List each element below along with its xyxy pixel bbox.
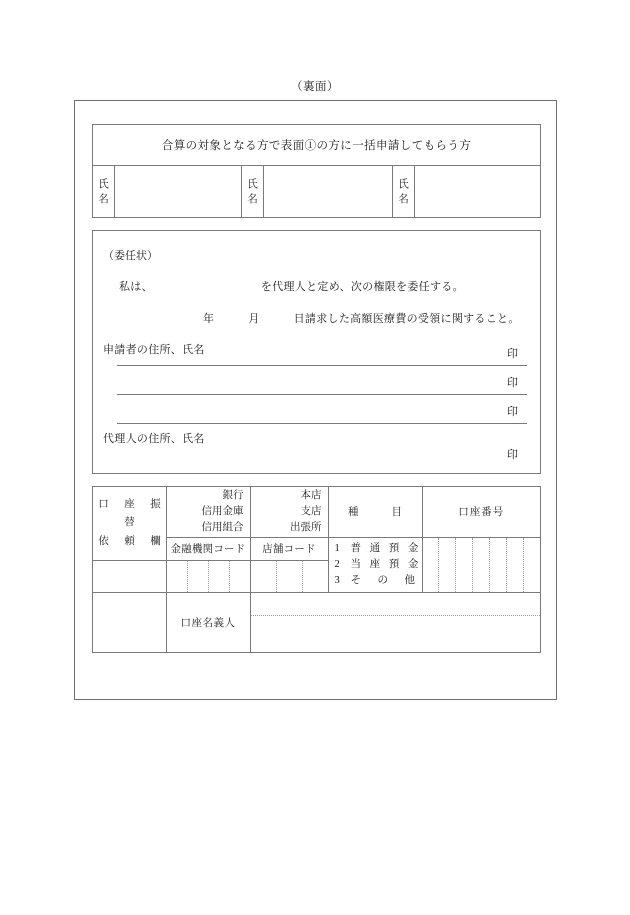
institution-code-box[interactable]: [209, 561, 230, 592]
name-field-1[interactable]: [115, 166, 242, 218]
account-number-box[interactable]: [439, 538, 456, 592]
account-holder-rule: [251, 615, 541, 616]
account-kind-option-3-label: そ の 他: [350, 574, 418, 586]
branch-code-box[interactable]: [277, 561, 303, 592]
account-kind-option-2-number: 2: [334, 559, 340, 571]
applicant-signature-line-1[interactable]: [117, 365, 527, 366]
branch-code-field[interactable]: [250, 560, 328, 592]
account-kind-option-1-label: 普 通 預 金: [350, 543, 422, 555]
institution-code-box[interactable]: [230, 561, 250, 592]
bank-transfer-table: [93, 487, 540, 652]
account-holder-label-cell: 口座名義人: [166, 593, 250, 652]
account-number-header: 口座番号: [422, 487, 540, 537]
account-kind-option-1[interactable]: [335, 541, 422, 557]
applicant-seal-mark-3: 印: [507, 406, 518, 418]
bank-table-row-holder: [93, 593, 540, 652]
bank-side-label-line-1: 口 座 振 替: [98, 498, 177, 529]
bank-side-label-cell: [93, 487, 177, 560]
institution-code-field[interactable]: [166, 560, 250, 592]
name-label-1-char-2: 名: [98, 194, 109, 205]
power-of-attorney-section: [92, 230, 541, 474]
name-field-3[interactable]: [415, 166, 540, 218]
institution-type-1: 銀行: [222, 489, 244, 501]
applicant-seal-mark-1: 印: [507, 348, 518, 360]
agent-seal-mark: 印: [507, 449, 518, 461]
institution-code-box[interactable]: [188, 561, 209, 592]
combined-claim-title: 合算の対象となる方で表面①の方に一括申請してもらう方: [93, 125, 540, 166]
account-kind-option-3-number: 3: [334, 574, 340, 586]
applicant-heading: 申請者の住所、氏名: [103, 344, 205, 356]
account-kind-option-2-label: 当 座 預 金: [350, 559, 422, 571]
name-label-3-char-2: 名: [398, 194, 409, 205]
name-label-1-char-1: 氏: [98, 178, 109, 190]
delegation-statement-prefix: 私は、: [119, 281, 153, 293]
bank-side-label-filler-2: [93, 593, 166, 652]
account-number-box[interactable]: [456, 538, 473, 592]
institution-type-cell[interactable]: [166, 487, 250, 537]
branch-type-cell[interactable]: [250, 487, 328, 537]
account-number-box[interactable]: [490, 538, 507, 592]
bank-transfer-section: [92, 486, 541, 653]
document-frame: [74, 100, 557, 700]
account-holder-field[interactable]: [250, 593, 540, 652]
name-label-3-char-1: 氏: [398, 178, 409, 190]
name-label-3: [393, 166, 415, 218]
account-kind-option-3[interactable]: [335, 573, 422, 589]
page-side-label: （裏面）: [291, 81, 339, 93]
account-number-box[interactable]: [423, 538, 440, 592]
claim-date-statement: [203, 310, 520, 326]
branch-code-box[interactable]: [251, 561, 277, 592]
applicant-signature-line-3[interactable]: [117, 423, 527, 424]
account-number-field[interactable]: [422, 537, 540, 592]
date-year-label: 年: [203, 313, 215, 325]
account-kind-header: 種 目: [328, 487, 422, 537]
institution-code-label-cell: 金融機関コード: [166, 537, 250, 560]
institution-code-box[interactable]: [167, 561, 188, 592]
claim-date-suffix: 日請求した高額医療費の受領に関すること。: [293, 313, 520, 325]
branch-code-label-cell: 店舗コード: [250, 537, 328, 560]
institution-code-boxes: [167, 561, 250, 592]
branch-type-2: 支店: [300, 505, 322, 517]
bank-side-label-filler: [93, 560, 166, 592]
applicant-seal-mark-2: 印: [507, 377, 518, 389]
combined-claim-section: [92, 124, 541, 218]
bank-side-label-line-2: 依 頼 欄: [98, 535, 164, 547]
name-label-2: [242, 166, 264, 218]
branch-code-boxes: [251, 561, 328, 592]
combined-claim-name-row: [93, 166, 540, 218]
bank-table-row-header: [93, 487, 540, 537]
agent-heading: 代理人の住所、氏名: [103, 433, 205, 445]
account-number-box[interactable]: [524, 538, 540, 592]
account-number-box[interactable]: [507, 538, 524, 592]
account-kind-options-cell[interactable]: [328, 537, 422, 592]
power-of-attorney-title: （委任状）: [103, 250, 158, 262]
delegation-statement-suffix: を代理人と定め、次の権限を委任する。: [260, 281, 464, 293]
branch-type-3: 出張所: [290, 522, 322, 534]
institution-type-2: 信用金庫: [201, 505, 244, 517]
date-month-label: 月: [248, 313, 260, 325]
name-label-2-char-1: 氏: [247, 178, 258, 190]
account-number-box[interactable]: [473, 538, 490, 592]
institution-type-3: 信用組合: [201, 522, 244, 534]
account-kind-option-2[interactable]: [335, 557, 422, 573]
branch-code-box[interactable]: [303, 561, 328, 592]
name-label-1: [93, 166, 115, 218]
applicant-signature-line-2[interactable]: [117, 394, 527, 395]
name-field-2[interactable]: [264, 166, 393, 218]
account-number-boxes: [423, 538, 541, 592]
name-label-2-char-2: 名: [247, 194, 258, 205]
account-kind-option-1-number: 1: [334, 543, 340, 555]
delegation-statement: [119, 278, 464, 294]
branch-type-1: 本店: [300, 489, 322, 501]
